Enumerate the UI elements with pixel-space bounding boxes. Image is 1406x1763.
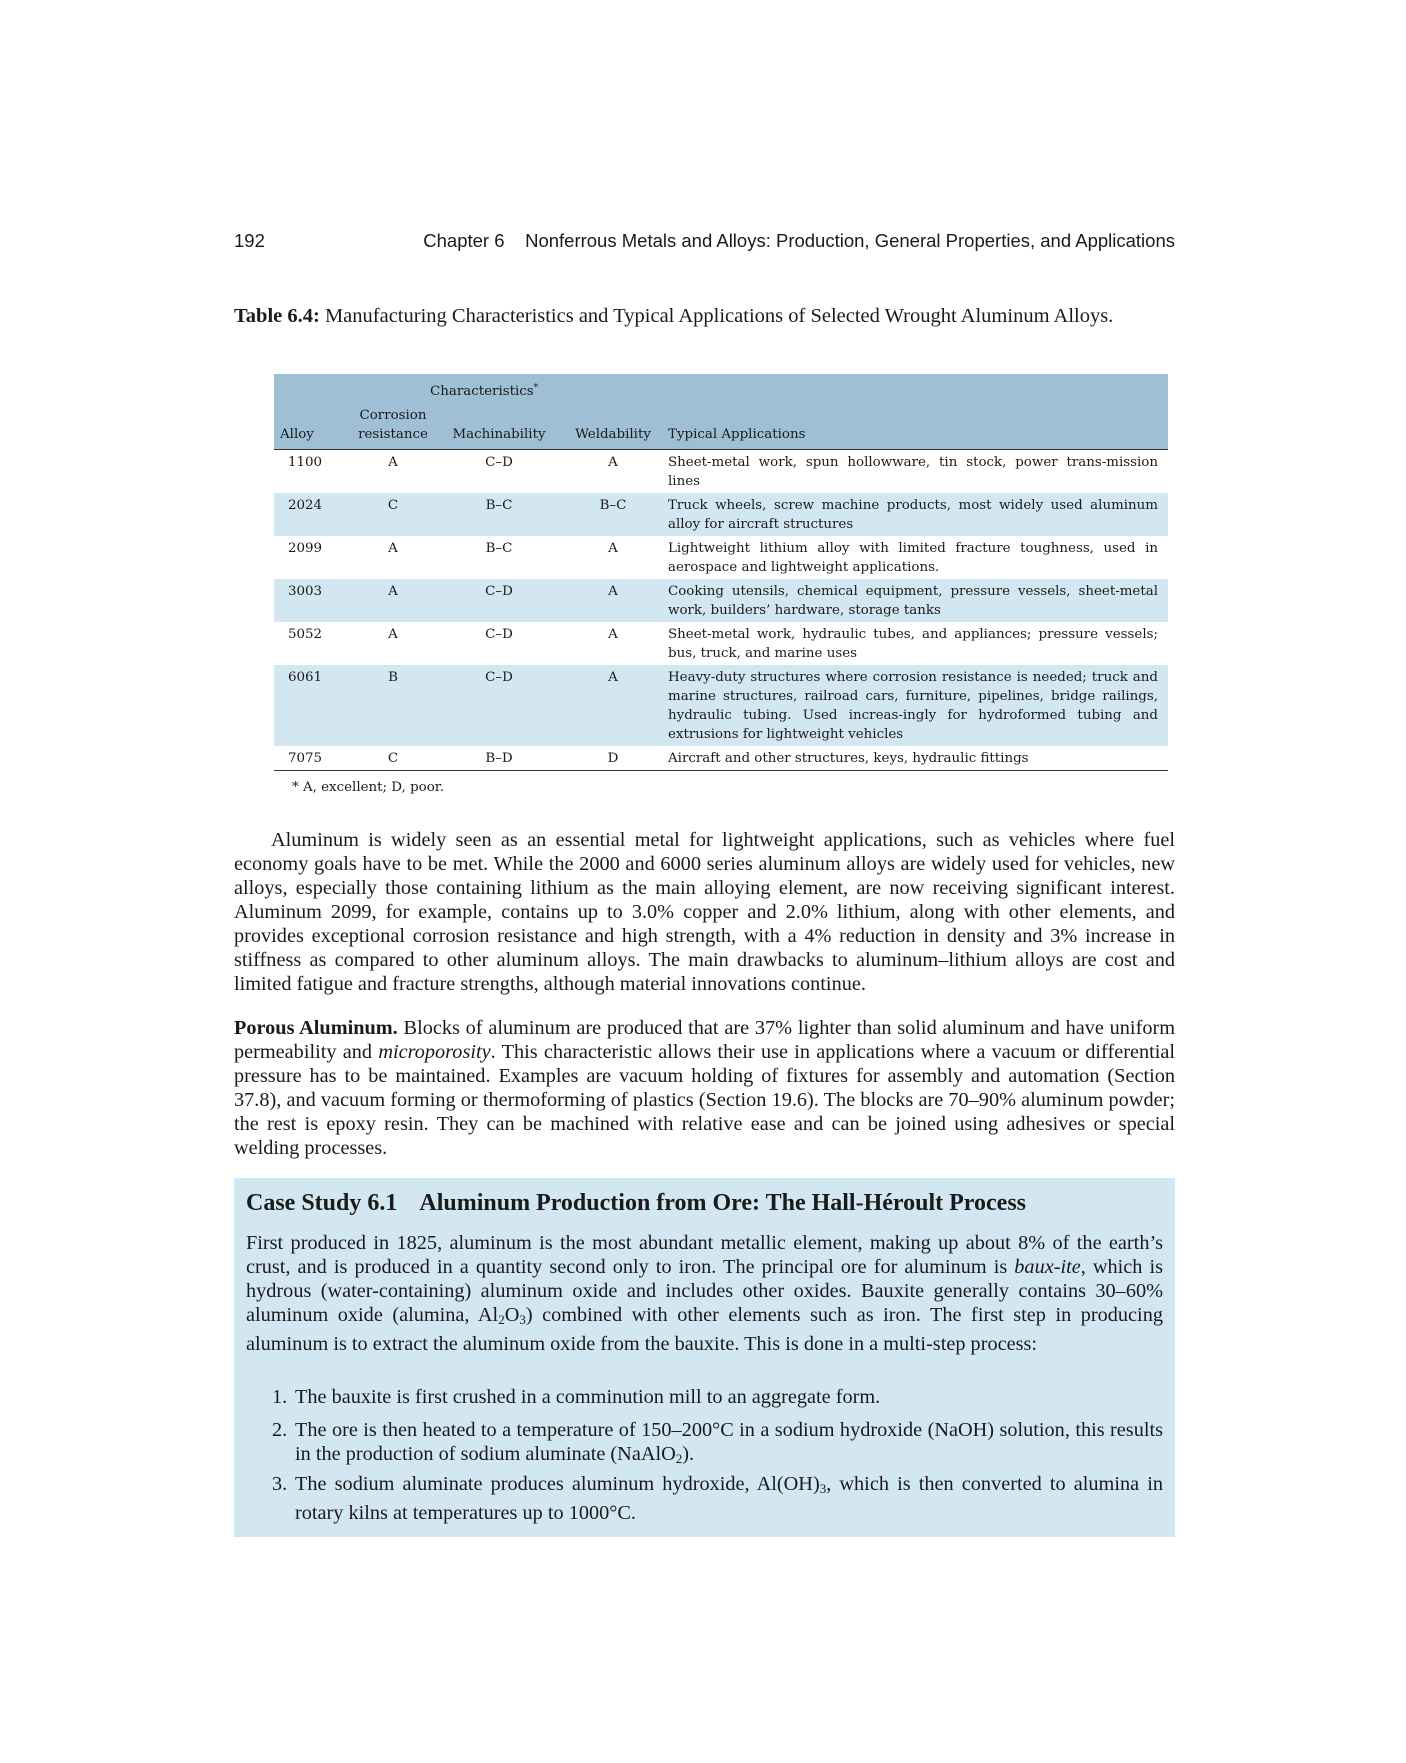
list-text: The bauxite is first crushed in a comminution mill to an aggregate form.	[295, 1386, 881, 1408]
list-text: The sodium aluminate produces aluminum hydroxide, $Al(OH)_3$, which is then converted to alumina in rotary kilns at temperatures up to 1000°C.	[295, 1473, 1163, 1524]
cell-corrosion: C	[387, 498, 399, 513]
cell-machinability: C–D	[485, 455, 513, 470]
cell-corrosion: A	[388, 584, 398, 599]
cell-alloy: 2099	[288, 541, 323, 556]
table-row	[274, 493, 1168, 536]
case-study-heading: Aluminum Production from Ore: The Hall-Héroult Process	[419, 1190, 1027, 1216]
cell-corrosion: A	[388, 455, 398, 470]
intro-text: First produced in 1825, aluminum is the most abundant metallic element, making up about 8% of the earth’s crust, and is produced in a quantity second only to iron. The principal ore for aluminum is	[246, 1232, 1163, 1278]
header-applications: Typical Applications	[668, 427, 806, 442]
cell-machinability: C–D	[485, 584, 513, 599]
running-head	[234, 230, 1175, 256]
cell-weldability: A	[608, 627, 618, 642]
intro-emphasis: baux-ite	[1014, 1256, 1081, 1278]
list-number: 3.	[272, 1473, 288, 1495]
table-footnote: * A, excellent; D, poor.	[292, 780, 444, 795]
table-row	[274, 746, 1168, 771]
case-study-title	[246, 1190, 1026, 1217]
intro-text: O	[504, 1304, 520, 1326]
cell-machinability: C–D	[485, 627, 513, 642]
header-machinability: Machinability	[452, 427, 546, 442]
cell-applications: Aircraft and other structures, keys, hydraulic fittings	[668, 751, 1029, 766]
cell-weldability: A	[608, 584, 618, 599]
page-number: 192	[234, 230, 265, 251]
cell-weldability: B–C	[599, 498, 627, 513]
intro-text: , which is hydrous (water-containing) aluminum oxide and includes other oxides. Bauxite generally contains 30–60% aluminum oxide (alumina, Al	[246, 1256, 1163, 1326]
chapter-title: Chapter 6 Nonferrous Metals and Alloys: Production, General Properties, and Applications	[423, 230, 1175, 251]
intro-text: ) combined with other elements such as iron. The first step in producing aluminum is to extract the aluminum oxide from the bauxite. This is done in a multi-step process:	[246, 1304, 1163, 1355]
cell-applications: Truck wheels, screw machine products, most widely used aluminum alloy for aircraft structures	[668, 498, 1158, 532]
cell-applications: Sheet-metal work, spun hollowware, tin stock, power trans-mission lines	[668, 455, 1158, 489]
case-study-intro	[246, 1231, 1163, 1356]
case-study-number: Case Study 6.1	[246, 1190, 398, 1216]
cell-alloy: 3003	[288, 584, 323, 599]
cell-applications: Cooking utensils, chemical equipment, pressure vessels, sheet-metal work, builders’ hardware, storage tanks	[668, 584, 1158, 618]
cell-applications: Lightweight lithium alloy with limited fracture toughness, used in aerospace and lightweight applications.	[668, 541, 1158, 575]
body-paragraph	[234, 828, 1175, 996]
cell-weldability: A	[608, 541, 618, 556]
paragraph-text: . This characteristic allows their use in applications where a vacuum or differential pressure has to be maintained. Examples are vacuum holding of fixtures for assembly and automation (Section 37.8), and vacuum forming or thermoforming of plastics (Section 19.6). The blocks are 70–90% aluminum powder; the rest is epoxy resin. They can be machined with relative ease and can be joined using adhesives or special welding processes.	[234, 1041, 1176, 1159]
cell-alloy: 6061	[288, 670, 323, 685]
cell-machinability: B–D	[485, 751, 513, 766]
cell-weldability: A	[608, 670, 618, 685]
cell-machinability: C–D	[485, 670, 513, 685]
cell-alloy: 7075	[288, 751, 323, 766]
cell-applications: Sheet-metal work, hydraulic tubes, and appliances; pressure vessels; bus, truck, and marine uses	[668, 627, 1158, 661]
table-row	[274, 450, 1168, 494]
list-number: 1.	[272, 1386, 288, 1408]
cell-corrosion: B	[388, 670, 398, 685]
cell-alloy: 5052	[288, 627, 323, 642]
paragraph-lead: Porous Aluminum.	[234, 1017, 398, 1039]
characteristics-marker: *	[533, 382, 539, 393]
subscript: 2	[498, 1312, 505, 1327]
alloy-table	[274, 374, 1168, 771]
table-row	[274, 536, 1168, 579]
body-paragraph-porous	[234, 1016, 1175, 1160]
cell-machinability: B–C	[485, 498, 513, 513]
table-caption-text: Manufacturing Characteristics and Typical Applications of Selected Wrought Aluminum Alloys.	[319, 305, 1114, 327]
subscript: 3	[519, 1312, 526, 1327]
table-row	[274, 579, 1168, 622]
cell-alloy: 1100	[288, 455, 323, 470]
table-row	[274, 665, 1168, 746]
paragraph-text: Aluminum is widely seen as an essential metal for lightweight applications, such as vehicles where fuel economy goals have to be met. While the 2000 and 6000 series aluminum alloys are widely used for vehicles, new alloys, especially those containing lithium as the main alloying element, are now receiving significant interest. Aluminum 2099, for example, contains up to 3.0% copper and 2.0% lithium, along with other elements, and provides exceptional corrosion resistance and high strength, with a 4% reduction in density and 3% increase in stiffness as compared to other aluminum alloys. The main drawbacks to aluminum–lithium alloys are cost and limited fatigue and fracture strengths, although material innovations continue.	[234, 829, 1175, 995]
paragraph-emphasis: microporosity	[378, 1041, 491, 1063]
cell-corrosion: C	[387, 751, 399, 766]
cell-alloy: 2024	[288, 498, 323, 513]
header-corrosion-1: Corrosion	[359, 408, 427, 423]
list-text: The ore is then heated to a temperature of 150–200°C in a sodium hydroxide (NaOH) solution, this results in the production of sodium aluminate (NaAlO$_2$).	[295, 1419, 1163, 1466]
table-caption-label: Table 6.4:	[234, 305, 320, 327]
cell-applications: Heavy-duty structures where corrosion resistance is needed; truck and marine structures, railroad cars, furniture, pipelines, bridge railings, hydraulic tubing. Used increas-ingly for hydroformed tubing and extrusions for lightweight vehicles	[668, 670, 1158, 742]
header-corrosion-2: resistance	[358, 427, 428, 442]
list-number: 2.	[272, 1419, 288, 1441]
header-alloy: Alloy	[280, 427, 314, 442]
case-study-box	[234, 1178, 1175, 1537]
characteristics-header: Characteristics	[430, 383, 534, 399]
header-weldability: Weldability	[575, 427, 651, 442]
cell-corrosion: A	[388, 627, 398, 642]
table-caption	[234, 305, 1175, 328]
cell-weldability: A	[608, 455, 618, 470]
cell-weldability: D	[607, 751, 619, 766]
cell-machinability: B–C	[485, 541, 513, 556]
cell-corrosion: A	[388, 541, 398, 556]
paragraph-text: Blocks of aluminum are produced that are 37% lighter than solid aluminum and have uniform permeability and	[234, 1017, 1175, 1063]
table-row	[274, 622, 1168, 665]
